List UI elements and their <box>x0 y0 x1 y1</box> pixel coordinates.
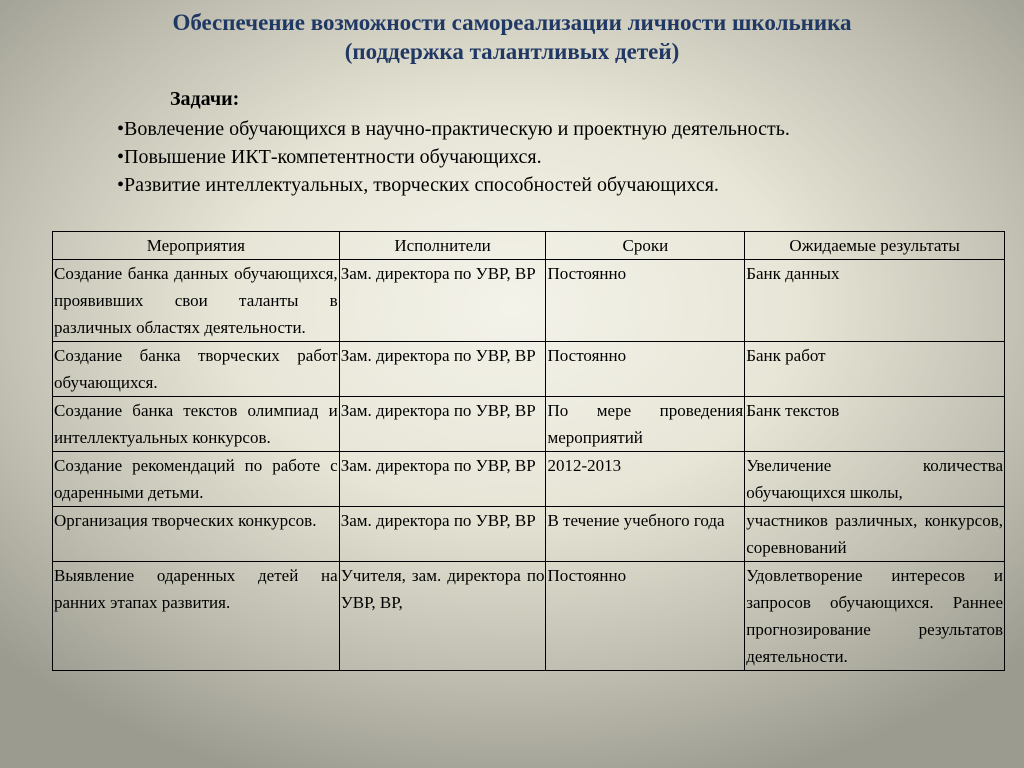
cell-executor: Зам. директора по УВР, ВР <box>339 397 546 452</box>
cell-term: 2012-2013 <box>546 452 745 507</box>
header-results: Ожидаемые результаты <box>745 232 1005 260</box>
cell-result: Банк текстов <box>745 397 1005 452</box>
task-item: •Вовлечение обучающихся в научно-практическую и проектную деятельность. <box>117 118 790 140</box>
cell-event: Создание банка творческих работ обучающихся. <box>53 342 340 397</box>
header-executors: Исполнители <box>339 232 546 260</box>
cell-event: Создание рекомендаций по работе с одаренными детьми. <box>53 452 340 507</box>
cell-result: Увеличение количества обучающихся школы, <box>745 452 1005 507</box>
cell-term: Постоянно <box>546 342 745 397</box>
title-line-2: (поддержка талантливых детей) <box>344 39 680 64</box>
cell-term: Постоянно <box>546 562 745 671</box>
cell-term: По мере проведения мероприятий <box>546 397 745 452</box>
table-row <box>53 452 1005 507</box>
task-item: •Развитие интеллектуальных, творческих способностей обучающихся. <box>117 174 719 196</box>
cell-result: Банк данных <box>745 260 1005 342</box>
table-row <box>53 260 1005 342</box>
cell-result: участников различных, конкурсов, соревнований <box>745 507 1005 562</box>
table-row <box>53 342 1005 397</box>
header-terms: Сроки <box>546 232 745 260</box>
cell-executor: Зам. директора по УВР, ВР <box>339 507 546 562</box>
cell-executor: Учителя, зам. директора по УВР, ВР, <box>339 562 546 671</box>
cell-executor: Зам. директора по УВР, ВР <box>339 342 546 397</box>
tasks-heading: Задачи: <box>170 88 240 110</box>
table-row <box>53 507 1005 562</box>
table-row <box>53 397 1005 452</box>
page-title <box>0 8 1024 66</box>
cell-event: Создание банка текстов олимпиад и интеллектуальных конкурсов. <box>53 397 340 452</box>
table-header-row <box>53 232 1005 260</box>
cell-event: Выявление одаренных детей на ранних этапах развития. <box>53 562 340 671</box>
cell-term: Постоянно <box>546 260 745 342</box>
cell-term: В течение учебного года <box>546 507 745 562</box>
cell-executor: Зам. директора по УВР, ВР <box>339 452 546 507</box>
tasks-list <box>117 115 790 199</box>
activities-table <box>52 231 1005 671</box>
title-line-1: Обеспечение возможности самореализации личности школьника <box>172 10 852 35</box>
cell-result: Удовлетворение интересов и запросов обучающихся. Раннее прогнозирование результатов деятельности. <box>745 562 1005 671</box>
header-events: Мероприятия <box>53 232 340 260</box>
table-row <box>53 562 1005 671</box>
cell-event: Организация творческих конкурсов. <box>53 507 340 562</box>
cell-executor: Зам. директора по УВР, ВР <box>339 260 546 342</box>
task-item: •Повышение ИКТ-компетентности обучающихся. <box>117 146 542 168</box>
cell-result: Банк работ <box>745 342 1005 397</box>
cell-event: Создание банка данных обучающихся, проявивших свои таланты в различных областях деятельности. <box>53 260 340 342</box>
